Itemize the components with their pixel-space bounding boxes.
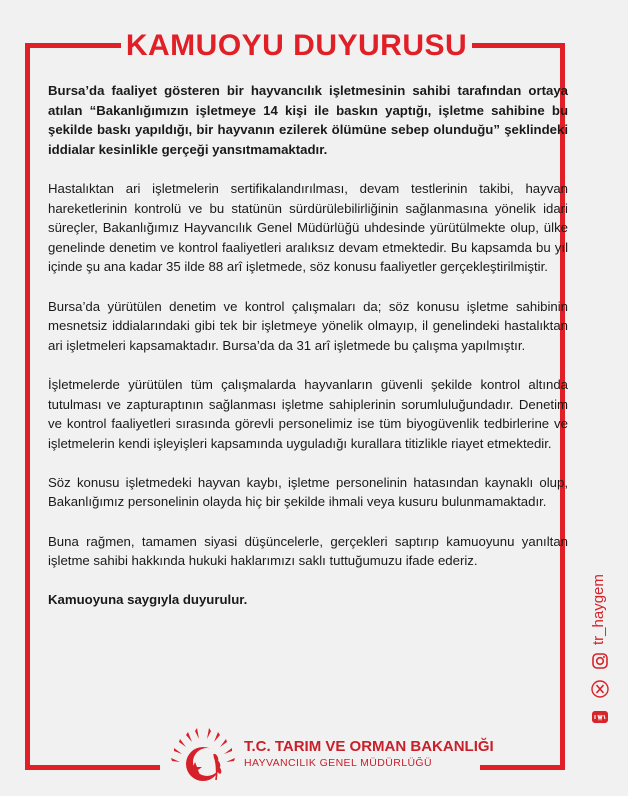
paragraph-6: Buna rağmen, tamamen siyasi düşüncelerle, gerçekleri saptırıp kamuoyunu yanıltan işletme sahibi hakkında hukuki haklarımızı saklı tuttuğumuzu ifade ederiz. bbox=[48, 533, 568, 569]
x-icon bbox=[591, 680, 609, 698]
paragraph-3: Bursa’da yürütülen denetim ve kontrol çalışmaları da; söz konusu işletme sahibinin mesnetsiz iddialarındaki gibi tek bir işletmeye yönelik olmayıp, il genelindeki hastalıktan ari işletmeleri kapsamaktadır. Bursa’da da 31 arî işletmede bu çalışma yapılmıştır. bbox=[48, 298, 568, 353]
closing-line: Kamuoyuna saygıyla duyurulur. bbox=[48, 592, 248, 608]
paragraph-5: Söz konusu işletmedeki hayvan kaybı, işletme personelinin hatasından kaynaklı olup, Bakanlığımız personelinin olayda hiç bir şekilde ihmali veya kusuru bulunmamaktadır. bbox=[48, 474, 568, 510]
paragraph-intro: Bursa’da faaliyet gösteren bir hayvancılık işletmesinin sahibi tarafından ortaya atılan “Bakanlığımızın işletmeye 14 kişi ile baskın yaptığı, işletme sahibine bu şekilde baskı yapıldığı, bir hayvanın ezilerek ölümüne sebep olunduğu” şeklindeki iddialar kesinlikle gerçeği yansıtmamaktadır. bbox=[48, 83, 568, 157]
page-title: KAMUOYU DUYURUSU bbox=[125, 29, 468, 62]
ministry-logo-area bbox=[160, 722, 494, 784]
ministry-emblem-icon bbox=[168, 722, 238, 784]
social-handle: tr_haygem bbox=[590, 574, 607, 645]
ministry-subtitle: HAYVANCILIK GENEL MÜDÜRLÜĞÜ bbox=[244, 757, 432, 769]
announcement-body bbox=[48, 81, 568, 630]
instagram-icon bbox=[591, 652, 609, 670]
ministry-name: T.C. TARIM VE ORMAN BAKANLIĞI bbox=[244, 738, 494, 755]
paragraph-4: İşletmelerde yürütülen tüm çalışmalarda hayvanların güvenli şekilde kontrol altında tutulması ve zapturaptının sağlanması işletme sahiplerinin sorumluluğundadır. Denetim ve kontrol faaliyetleri sırasında görevli personelimiz ise tüm biyogüvenlik tedbirlerine ve işletmelerin kendi işleyişleri kapsamında uyguladığı kurallara titizlikle riayet etmektedir. bbox=[48, 376, 568, 451]
logo-icon bbox=[591, 708, 609, 726]
paragraph-2: Hastalıktan ari işletmelerin sertifikalandırılması, devam testlerinin takibi, hayvan hareketlerinin kontrolü ve bu statünün sürdürülebilirliğinin sağlanmasına yönelik idari süreçler, Bakanlığımız Hayvancılık Genel Müdürlüğü uhdesinde yürütülmekte olup, ülke genelinde denetim ve kontrol faaliyetleri aralıksız devam etmektedir. Bu kapsamda bu yıl içinde şu ana kadar 35 ilde 88 arî işletmede, söz konusu faaliyetler gerçekleştirilmiştir. bbox=[48, 180, 568, 275]
